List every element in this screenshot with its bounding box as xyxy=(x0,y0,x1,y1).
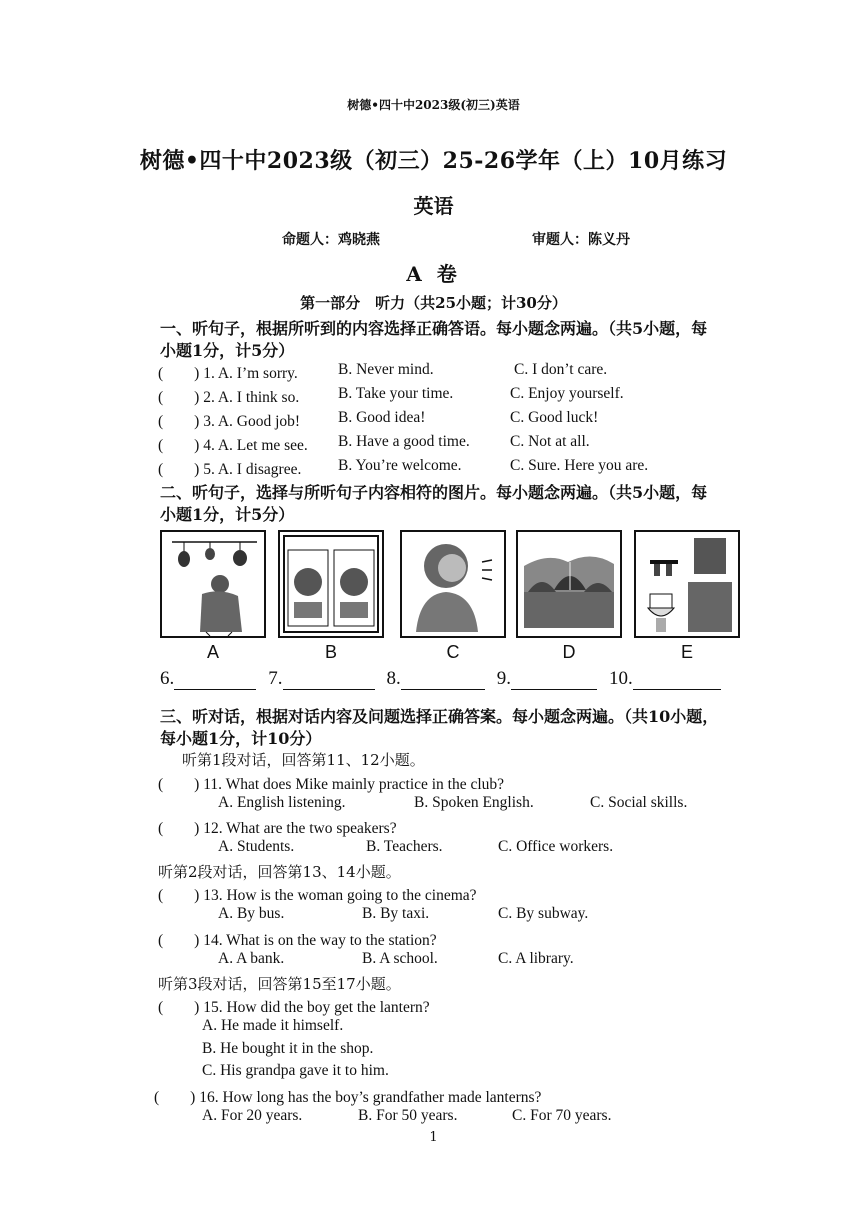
question-14-option-b: B. A school. xyxy=(362,950,438,967)
question-12-option-a: A. Students. xyxy=(218,838,295,855)
exam-title: 树德•四十中2023级（初三）25-26学年（上）10月练习 xyxy=(139,148,728,174)
reviewer-name: 审题人：陈义丹 xyxy=(532,232,630,248)
question-11-option-c: C. Social skills. xyxy=(590,794,688,811)
page-number: 1 xyxy=(429,1130,438,1145)
question-4-option-b: B. Have a good time. xyxy=(338,433,470,450)
picture-b-label: B xyxy=(324,642,337,662)
question-5: ( ) 5. A. I disagree. xyxy=(158,461,302,478)
question-1-option-c: C. I don’t care. xyxy=(514,361,608,378)
question-13-option-b: B. By taxi. xyxy=(362,905,430,922)
picture-b-posters-image xyxy=(278,530,384,638)
subject-title: 英语 xyxy=(413,194,454,218)
question-2-option-c: C. Enjoy yourself. xyxy=(510,385,624,402)
question-16-option-a: A. For 20 years. xyxy=(202,1107,303,1124)
blank-6[interactable] xyxy=(174,669,256,690)
question-3-option-b: B. Good idea! xyxy=(338,409,426,426)
question-4: ( ) 4. A. Let me see. xyxy=(158,437,308,454)
question-15-option-b: B. He bought it in the shop. xyxy=(202,1040,374,1057)
question-11: ( ) 11. What does Mike mainly practice in the club? xyxy=(158,776,505,793)
running-header: 树德•四十中2023级(初三)英语 xyxy=(347,98,520,112)
question-3: ( ) 3. A. Good job! xyxy=(158,413,301,430)
part1-heading: 第一部分 听力（共25小题；计30分） xyxy=(300,294,567,312)
question-12-option-b: B. Teachers. xyxy=(366,838,443,855)
question-3-option-c: C. Good luck! xyxy=(510,409,599,426)
question-12: ( ) 12. What are the two speakers? xyxy=(158,820,397,837)
blank-7[interactable] xyxy=(283,669,375,690)
question-1-option-b: B. Never mind. xyxy=(338,361,434,378)
question-2: ( ) 2. A. I think so. xyxy=(158,389,300,406)
question-14: ( ) 14. What is on the way to the station? xyxy=(158,932,437,949)
picture-e-label: E xyxy=(680,642,693,662)
blank-7-number: 7. xyxy=(268,668,283,689)
question-2-option-b: B. Take your time. xyxy=(338,385,454,402)
picture-a-lantern-image xyxy=(160,530,266,638)
question-5-option-c: C. Sure. Here you are. xyxy=(510,457,649,474)
picture-e-bathroom-image xyxy=(634,530,740,638)
setter-name: 命题人：鸡晓燕 xyxy=(282,232,380,248)
blank-9-number: 9. xyxy=(496,668,511,689)
picture-options xyxy=(160,530,745,666)
dialogue-1-instruction: 听第1段对话，回答第11、12小题。 xyxy=(182,751,425,769)
question-12-option-c: C. Office workers. xyxy=(498,838,614,855)
blank-8[interactable] xyxy=(401,669,485,690)
question-1: ( ) 1. A. I’m sorry. xyxy=(158,365,298,382)
blank-10[interactable] xyxy=(633,669,721,690)
picture-d-label: D xyxy=(562,642,576,662)
question-14-option-a: A. A bank. xyxy=(218,950,285,967)
question-4-option-c: C. Not at all. xyxy=(510,433,590,450)
section1-instruction-cont: 小题1分，计5分） xyxy=(160,341,295,360)
picture-d-fair-image xyxy=(516,530,622,638)
question-15-option-a: A. He made it himself. xyxy=(202,1017,344,1034)
question-15-option-c: C. His grandpa gave it to him. xyxy=(202,1062,389,1079)
answer-blanks xyxy=(160,668,721,690)
blank-6-number: 6. xyxy=(160,668,175,689)
section1-instruction: 一、听句子，根据所听到的内容选择正确答语。每小题念两遍。（共5小题，每 xyxy=(160,319,708,338)
question-16: ( ) 16. How long has the boy’s grandfather made lanterns? xyxy=(154,1089,542,1106)
question-13: ( ) 13. How is the woman going to the cinema? xyxy=(158,887,477,904)
blank-9[interactable] xyxy=(511,669,597,690)
picture-c-child-image xyxy=(400,530,506,638)
question-14-option-c: C. A library. xyxy=(498,950,574,967)
blank-10-number: 10. xyxy=(609,668,633,689)
picture-c-label: C xyxy=(446,642,460,662)
question-5-option-b: B. You’re welcome. xyxy=(338,457,462,474)
question-16-option-c: C. For 70 years. xyxy=(512,1107,612,1124)
question-13-option-a: A. By bus. xyxy=(218,905,285,922)
paper-a-heading: A 卷 xyxy=(406,262,461,286)
section3-instruction: 三、听对话，根据对话内容及问题选择正确答案。每小题念两遍。（共10小题， xyxy=(160,707,719,726)
dialogue-2-instruction: 听第2段对话，回答第13、14小题。 xyxy=(158,863,401,881)
dialogue-3-instruction: 听第3段对话，回答第15至17小题。 xyxy=(158,975,401,993)
section2-instruction: 二、听句子，选择与所听句子内容相符的图片。每小题念两遍。（共5小题，每 xyxy=(160,483,708,502)
section3-instruction-cont: 每小题1分，计10分） xyxy=(160,729,322,748)
question-15: ( ) 15. How did the boy get the lantern? xyxy=(158,999,430,1016)
blank-8-number: 8. xyxy=(386,668,401,689)
question-13-option-c: C. By subway. xyxy=(498,905,589,922)
question-11-option-b: B. Spoken English. xyxy=(414,794,534,811)
picture-a-label: A xyxy=(206,642,219,662)
section2-instruction-cont: 小题1分，计5分） xyxy=(160,505,295,524)
question-16-option-b: B. For 50 years. xyxy=(358,1107,458,1124)
question-11-option-a: A. English listening. xyxy=(218,794,346,811)
